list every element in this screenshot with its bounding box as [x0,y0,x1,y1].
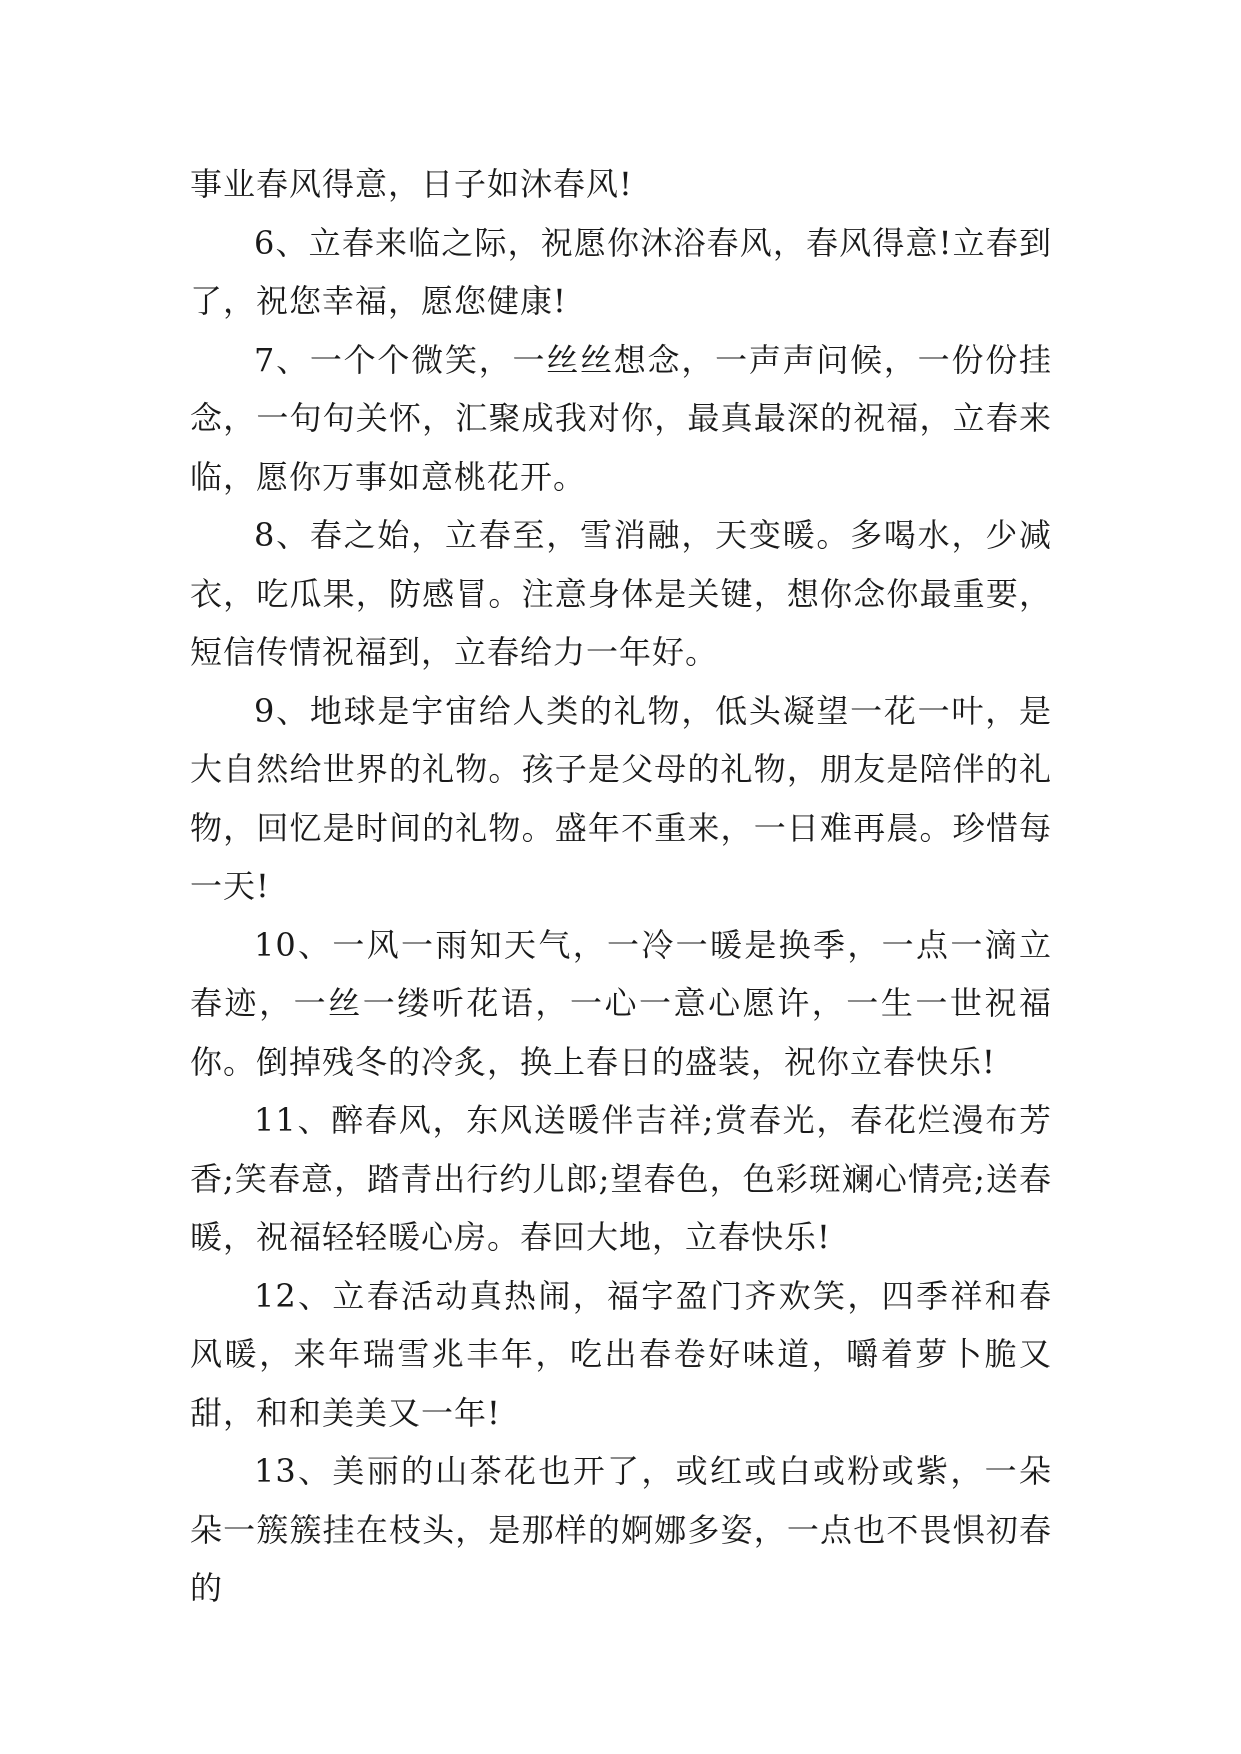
paragraph-10: 10、一风一雨知天气，一冷一暖是换季，一点一滴立春迹，一丝一缕听花语，一心一意心愿许，一生一世祝福你。倒掉残冬的冷炙，换上春日的盛装，祝你立春快乐! [190,925,1052,1081]
paragraph-11: 11、醉春风，东风送暖伴吉祥;赏春光，春花烂漫布芳香;笑春意，踏青出行约儿郎;望春色，色彩斑斓心情亮;送春暖，祝福轻轻暖心房。春回大地，立春快乐! [190,1101,1052,1256]
paragraph-9: 9、地球是宇宙给人类的礼物，低头凝望一花一叶，是大自然给世界的礼物。孩子是父母的礼物，朋友是陪伴的礼物，回忆是时间的礼物。盛年不重来，一日难再晨。珍惜每一天! [190,691,1052,905]
paragraph-7: 7、一个个微笑，一丝丝想念，一声声问候，一份份挂念，一句句关怀，汇聚成我对你，最真最深的祝福，立春来临，愿你万事如意桃花开。 [190,340,1052,496]
paragraph-continuation: 事业春风得意，日子如沐春风! [190,165,633,203]
paragraph-13: 13、美丽的山茶花也开了，或红或白或粉或紫，一朵朵一簇簇挂在枝头，是那样的婀娜多姿，一点也不畏惧初春的 [190,1452,1052,1607]
document-body [190,155,1052,1618]
paragraph-8: 8、春之始，立春至，雪消融，天变暖。多喝水，少减衣，吃瓜果，防感冒。注意身体是关键，想你念你最重要，短信传情祝福到，立春给力一年好。 [190,516,1052,671]
paragraph-12: 12、立春活动真热闹，福字盈门齐欢笑，四季祥和春风暖，来年瑞雪兆丰年，吃出春卷好味道，嚼着萝卜脆又甜，和和美美又一年! [190,1276,1052,1432]
paragraph-6: 6、立春来临之际，祝愿你沐浴春风，春风得意!立春到了，祝您幸福，愿您健康! [190,223,1052,320]
